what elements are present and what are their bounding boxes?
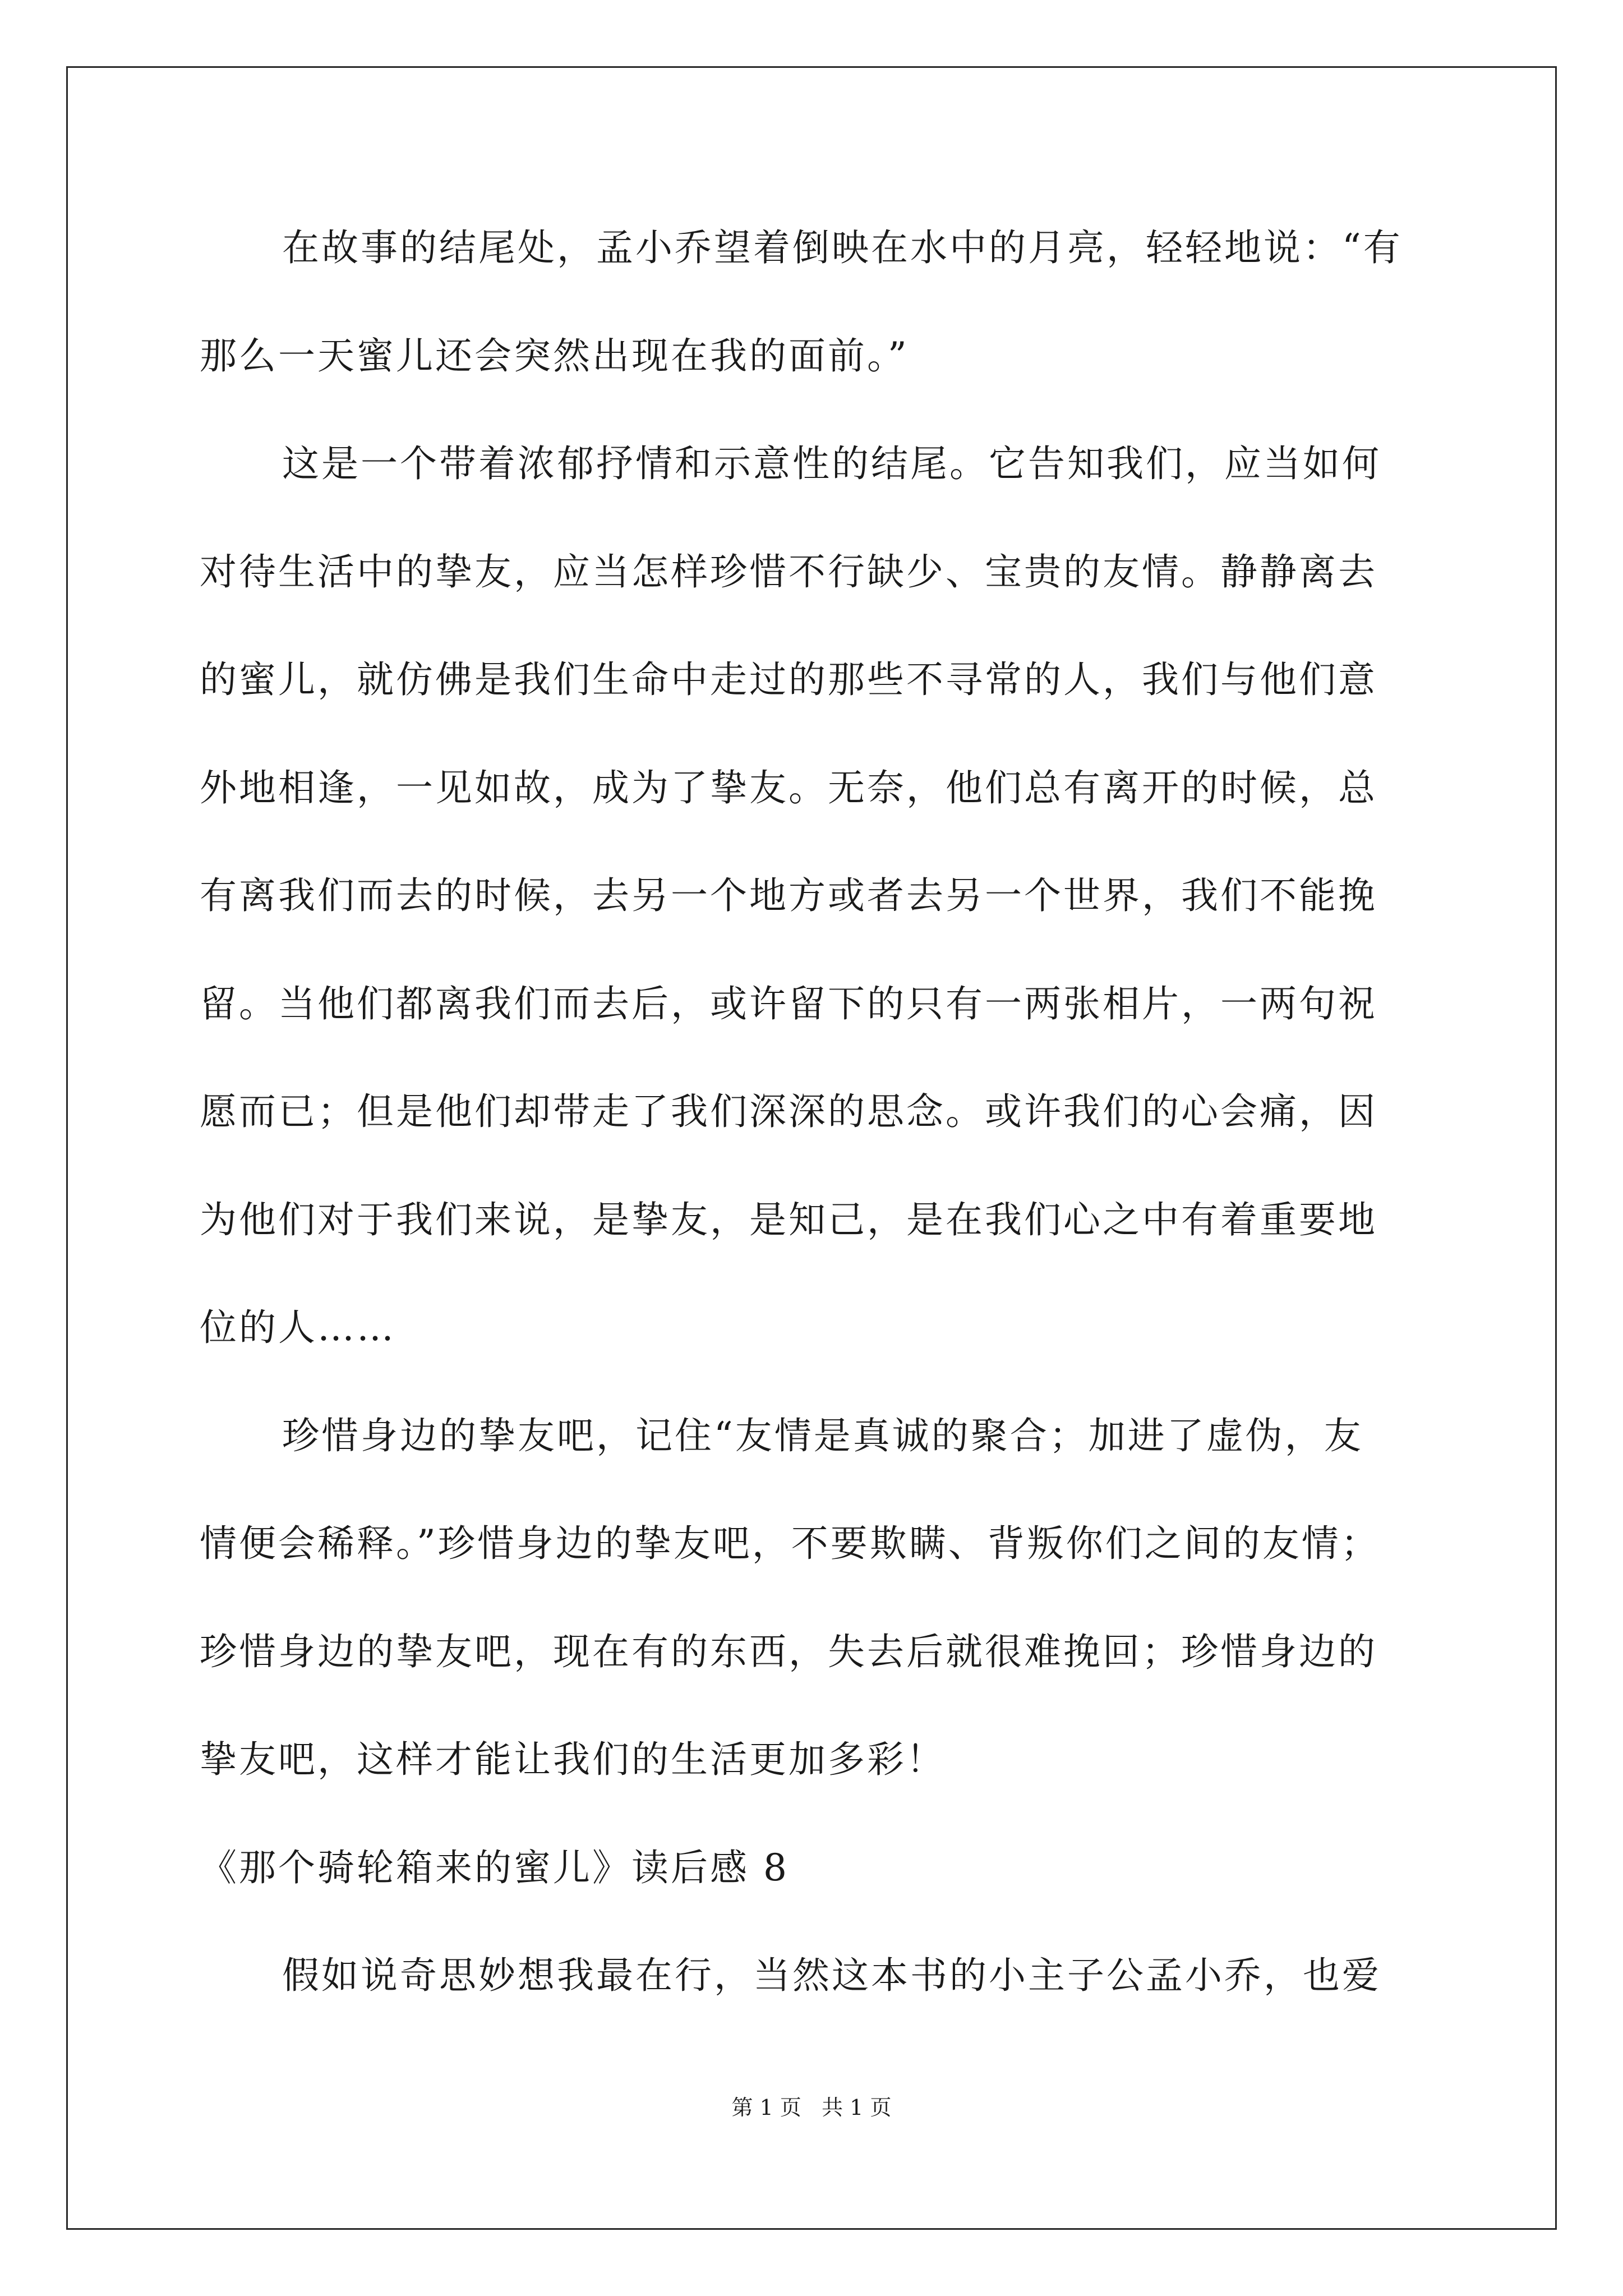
paragraph-line: 挚友吧，这样才能让我们的生活更加多彩！ (200, 1738, 946, 1781)
page-footer: 第 1 页 共 1 页 (731, 2095, 892, 2120)
paragraph-line: 那么一天蜜儿还会突然出现在我的面前。” (200, 334, 909, 378)
paragraph-line: 有离我们而去的时候，去另一个地方或者去另一个世界，我们不能挽 (200, 874, 1377, 917)
paragraph-line: 的蜜儿，就仿佛是我们生命中走过的那些不寻常的人，我们与他们意 (200, 658, 1377, 701)
paragraph-line: 在故事的结尾处，孟小乔望着倒映在水中的月亮，轻轻地说：“有 (282, 226, 1403, 269)
section-heading: 《那个骑轮箱来的蜜儿》读后感 8 (200, 1846, 789, 1889)
paragraph-line: 对待生活中的挚友，应当怎样珍惜不行缺少、宝贵的友情。静静离去 (200, 550, 1377, 593)
paragraph-line: 这是一个带着浓郁抒情和示意性的结尾。它告知我们，应当如何 (282, 442, 1381, 485)
page-border (66, 66, 1557, 2230)
paragraph-line: 珍惜身边的挚友吧，现在有的东西，失去后就很难挽回；珍惜身边的 (200, 1630, 1377, 1673)
paragraph-line: 假如说奇思妙想我最在行，当然这本书的小主子公孟小乔，也爱 (282, 1954, 1381, 1997)
paragraph-line: 留。当他们都离我们而去后，或许留下的只有一两张相片，一两句祝 (200, 982, 1377, 1025)
paragraph-line: 情便会稀释。”珍惜身边的挚友吧，不要欺瞒、背叛你们之间的友情； (200, 1522, 1380, 1565)
paragraph-line: 位的人…… (200, 1306, 396, 1349)
paragraph-line: 外地相逢，一见如故，成为了挚友。无奈，他们总有离开的时候，总 (200, 766, 1377, 809)
paragraph-line: 珍惜身边的挚友吧，记住“友情是真诚的聚合；加进了虚伪，友 (282, 1414, 1363, 1457)
paragraph-line: 为他们对于我们来说，是挚友，是知己，是在我们心之中有着重要地 (200, 1198, 1377, 1241)
paragraph-line: 愿而已；但是他们却带走了我们深深的思念。或许我们的心会痛，因 (200, 1090, 1377, 1133)
